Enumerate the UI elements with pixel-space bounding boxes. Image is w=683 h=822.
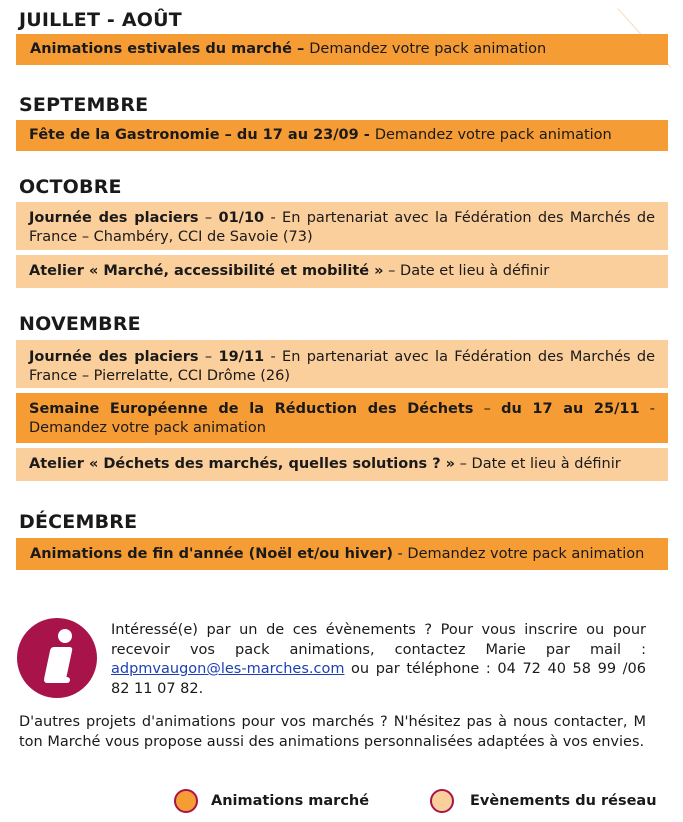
event-date: 01/10	[218, 210, 265, 226]
event-row	[16, 393, 668, 443]
event-row	[16, 448, 668, 481]
event-title: Journée des placiers	[29, 210, 199, 226]
event-row	[16, 202, 668, 250]
info-text-phone: ou par téléphone : 04 72 40 58 99 /06 82 11 07 82.	[111, 661, 646, 697]
event-row	[16, 538, 668, 570]
event-date: du 17 au 25/11	[501, 401, 640, 417]
event-details: Demandez votre pack animation	[374, 127, 612, 143]
event-details: - Demandez votre pack animation	[392, 545, 645, 562]
contact-email-link[interactable]: adpmvaugon@les-marches.com	[111, 661, 345, 677]
event-title: Animations de fin d'année (Noël et/ou hiver)	[30, 545, 393, 562]
event-details: – Date et lieu à définir	[455, 456, 621, 472]
info-text	[111, 621, 646, 699]
event-title: Semaine Européenne de la Réduction des Déchets	[29, 401, 474, 417]
closing-paragraph: D'autres projets d'animations pour vos marchés ? N'hésitez pas à nous contacter, M ton Marché vous propose aussi des animations personnalisées adaptées à vos envies.	[19, 714, 646, 750]
event-date: 19/11	[218, 349, 265, 365]
legend-swatch-animation-marche	[174, 789, 198, 813]
event-row	[16, 255, 668, 288]
month-heading-septembre: SEPTEMBRE	[19, 94, 149, 116]
event-details: Demandez votre pack animation	[309, 41, 547, 57]
event-details: – Date et lieu à définir	[383, 263, 550, 279]
event-row	[16, 120, 668, 151]
event-details: - En partenariat avec la Fédération des Marchés de France – Pierrelatte, CCI Drôme (26)	[29, 349, 656, 384]
info-text-intro: Intéressé(e) par un de ces évènements ? Pour vous inscrire ou pour recevoir vos pack animations, contactez Marie par mail :	[111, 622, 646, 658]
event-title: Fête de la Gastronomie – du 17 au 23/09 -	[29, 127, 375, 143]
event-title: Atelier « Déchets des marchés, quelles solutions ? »	[29, 456, 456, 472]
month-heading-novembre: NOVEMBRE	[19, 313, 141, 335]
event-separator: –	[198, 210, 219, 226]
legend-label-animation-marche: Animations marché	[211, 793, 370, 809]
event-details: - Demandez votre pack animation	[29, 401, 656, 436]
legend-swatch-evenement-reseau	[430, 789, 454, 813]
event-title: Journée des placiers	[29, 349, 199, 365]
event-title: Atelier « Marché, accessibilité et mobilité »	[29, 263, 384, 279]
month-heading-juillet-aout: JUILLET - AOÛT	[19, 9, 182, 31]
event-details: - En partenariat avec la Fédération des Marchés de France – Chambéry, CCI de Savoie (73)	[29, 210, 656, 245]
month-heading-octobre: OCTOBRE	[19, 176, 122, 198]
event-row	[16, 34, 668, 65]
info-icon	[17, 618, 97, 698]
legend-label-evenement-reseau: Evènements du réseau	[470, 793, 657, 809]
event-separator: –	[198, 349, 219, 365]
month-heading-decembre: DÉCEMBRE	[19, 511, 138, 533]
event-title: Animations estivales du marché –	[30, 41, 310, 57]
event-separator: –	[473, 401, 502, 417]
event-row	[16, 340, 668, 388]
